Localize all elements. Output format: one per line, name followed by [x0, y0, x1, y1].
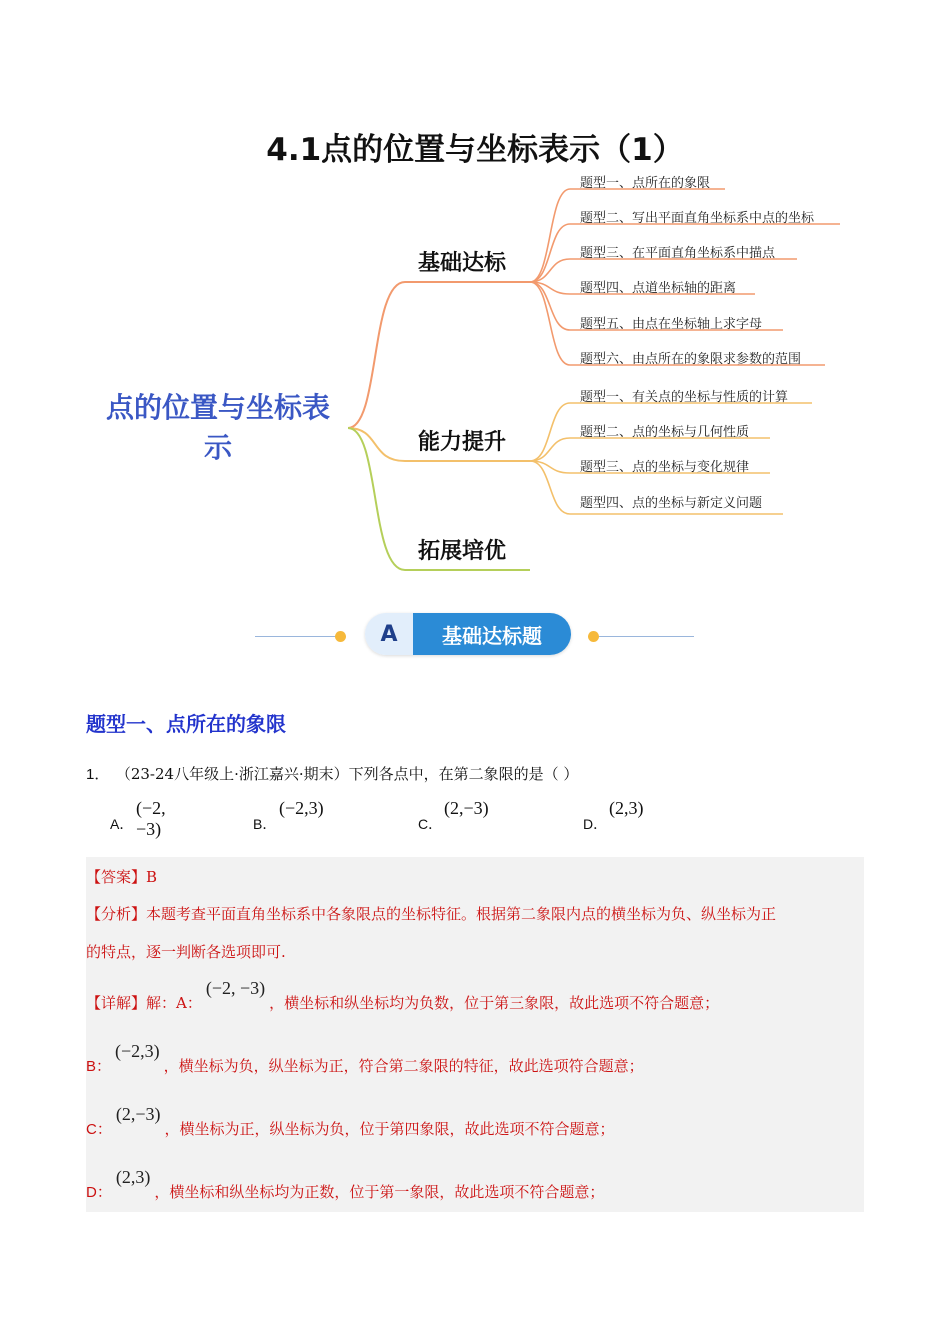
banner-dot-right [588, 631, 599, 642]
analysis-line-2: 的特点，逐一判断各选项即可. [86, 943, 286, 961]
leaf-basic-1: 题型一、点所在的象限 [580, 176, 711, 191]
answer-line: 【答案】B [86, 868, 158, 886]
detail-b-text: ，横坐标为负，纵坐标为正，符合第二象限的特征，故此选项符合题意； [163, 1057, 644, 1075]
connector-root-basic [348, 282, 530, 428]
option-c-value: (2,−3) [444, 798, 489, 818]
leaf-basic-3: 题型三、在平面直角坐标系中描点 [580, 246, 776, 261]
banner-dot-left [335, 631, 346, 642]
detail-c-prefix: C： [86, 1121, 112, 1138]
detail-c-value: (2,−3) [115, 1104, 161, 1124]
option-d-label: D． [583, 816, 608, 832]
detail-a-value: (−2, −3) [205, 978, 266, 998]
detail-d-value: (2,3) [115, 1167, 151, 1187]
leaf-basic-4: 题型四、点道坐标轴的距离 [580, 281, 737, 296]
option-a-value: (−2, −3) [136, 798, 166, 839]
option-b-label: B． [253, 816, 277, 832]
banner-letter: A [365, 613, 413, 655]
option-a-label: A． [110, 816, 134, 832]
branch-basic: 基础达标 [418, 251, 507, 276]
mindmap-root: 点的位置与坐标表示 [105, 391, 330, 464]
detail-d-text: ，横坐标和纵坐标均为正数，位于第一象限，故此选项不符合题意； [154, 1183, 605, 1201]
leaf-basic-2: 题型二、写出平面直角坐标系中点的坐标 [580, 211, 815, 226]
detail-b-prefix: B： [86, 1058, 112, 1075]
leaf-ability-3: 题型三、点的坐标与变化规律 [580, 460, 750, 475]
branch-extend: 拓展培优 [418, 539, 507, 564]
banner-line-left [255, 636, 335, 637]
banner-line-right [599, 636, 694, 637]
question-number: 1． [86, 766, 110, 783]
detail-d [86, 1167, 605, 1202]
banner-text: 基础达标题 [413, 613, 571, 655]
detail-c [86, 1104, 615, 1139]
option-c-label: C． [418, 816, 443, 832]
mindmap-connectors [0, 0, 950, 600]
detail-c-text: ，横坐标为正，纵坐标为负，位于第四象限，故此选项不符合题意； [164, 1120, 615, 1138]
option-d-value: (2,3) [609, 798, 644, 818]
leaf-ability-4: 题型四、点的坐标与新定义问题 [580, 496, 763, 511]
detail-a-prefix: 【详解】解：A： [86, 994, 202, 1012]
analysis-line-1: 【分析】本题考查平面直角坐标系中各象限点的坐标特征。根据第二象限内点的横坐标为负、纵坐标为正 [86, 905, 777, 923]
section-banner [365, 613, 571, 655]
detail-a [86, 978, 720, 1013]
option-b-value: (−2,3) [279, 798, 324, 818]
leaf-ability-1: 题型一、有关点的坐标与性质的计算 [580, 390, 789, 405]
leaf-basic-5: 题型五、由点在坐标轴上求字母 [580, 317, 763, 332]
detail-d-prefix: D： [86, 1184, 112, 1201]
detail-a-text: ，横坐标和纵坐标均为负数，位于第三象限，故此选项不符合题意； [269, 994, 720, 1012]
section-title: 题型一、点所在的象限 [86, 712, 286, 736]
page-title: 4.1点的位置与坐标表示（1） [266, 132, 684, 168]
question-stem [86, 763, 578, 784]
question-text: （23-24八年级上·浙江嘉兴·期末）下列各点中，在第二象限的是（ ） [123, 765, 579, 783]
leaf-ability-2: 题型二、点的坐标与几何性质 [580, 425, 750, 440]
detail-b [86, 1041, 644, 1076]
branch-ability: 能力提升 [418, 430, 507, 455]
leaf-basic-6: 题型六、由点所在的象限求参数的范围 [580, 352, 802, 367]
detail-b-value: (−2,3) [115, 1041, 160, 1061]
